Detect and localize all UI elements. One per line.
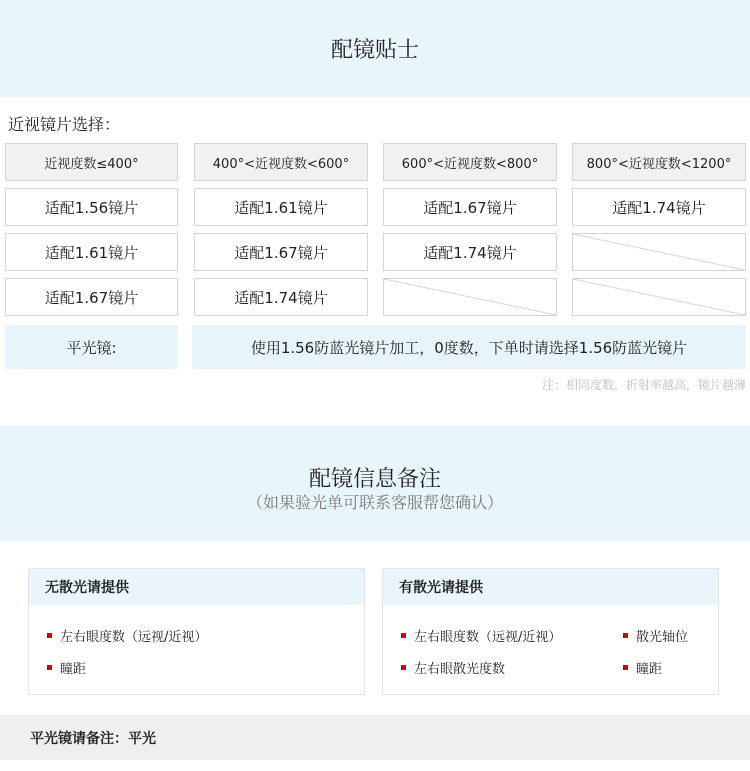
header-cell: 近视度数≤400° — [5, 143, 178, 181]
lens-cell: 适配1.74镜片 — [572, 188, 746, 226]
refraction-note: 注：相同度数，折射率越高，镜片越薄 — [541, 378, 746, 392]
list-item — [47, 626, 207, 645]
diagonal-slash-icon — [384, 279, 556, 315]
info-banner — [0, 426, 750, 541]
bullet-icon — [623, 633, 628, 638]
header-cell: 400°<近视度数<600° — [194, 143, 368, 181]
empty-cell — [572, 233, 746, 271]
empty-cell — [572, 278, 746, 316]
list-item — [401, 626, 561, 645]
list-item-label: 散光轴位 — [636, 630, 689, 645]
header-cell: 600°<近视度数<800° — [383, 143, 557, 181]
diagonal-slash-icon — [573, 279, 745, 315]
list-item — [47, 658, 86, 677]
lens-cell: 适配1.67镜片 — [5, 278, 178, 316]
lens-cell: 适配1.61镜片 — [194, 188, 368, 226]
lens-cell: 适配1.74镜片 — [383, 233, 557, 271]
list-item-label: 瞳距 — [60, 662, 87, 677]
info-title: 配镜信息备注 — [308, 467, 441, 492]
lens-selection-label: 近视镜片选择： — [8, 115, 121, 134]
card-astigmatism — [382, 568, 719, 695]
bullet-icon — [47, 665, 52, 670]
card-title: 有散光请提供 — [383, 569, 718, 605]
lens-cell: 适配1.67镜片 — [194, 233, 368, 271]
list-item — [623, 626, 688, 645]
list-item — [401, 658, 505, 677]
list-item — [623, 658, 662, 677]
lens-cell: 适配1.61镜片 — [5, 233, 178, 271]
lens-cell: 适配1.74镜片 — [194, 278, 368, 316]
bullet-icon — [623, 665, 628, 670]
bullet-icon — [401, 665, 406, 670]
empty-cell — [383, 278, 557, 316]
list-item-label: 瞳距 — [636, 662, 663, 677]
tips-title: 配镜贴士 — [330, 38, 419, 63]
tips-banner — [0, 0, 750, 97]
card-no-astigmatism — [28, 568, 365, 695]
list-item-label: 左右眼度数（远视/近视） — [60, 630, 208, 645]
lens-cell: 适配1.56镜片 — [5, 188, 178, 226]
list-item-label: 左右眼度数（远视/近视） — [414, 630, 562, 645]
bullet-icon — [47, 633, 52, 638]
plano-label: 平光镜: — [5, 325, 178, 369]
diagonal-slash-icon — [573, 234, 745, 270]
bullet-icon — [401, 633, 406, 638]
plano-description: 使用1.56防蓝光镜片加工，0度数，下单时请选择1.56防蓝光镜片 — [192, 325, 746, 369]
header-cell: 800°<近视度数<1200° — [572, 143, 746, 181]
info-subtitle: （如果验光单可联系客服帮您确认） — [246, 493, 503, 512]
list-item-label: 左右眼散光度数 — [414, 662, 506, 677]
card-title: 无散光请提供 — [29, 569, 364, 605]
plano-footer-note: 平光镜请备注：平光 — [0, 715, 750, 760]
lens-cell: 适配1.67镜片 — [383, 188, 557, 226]
